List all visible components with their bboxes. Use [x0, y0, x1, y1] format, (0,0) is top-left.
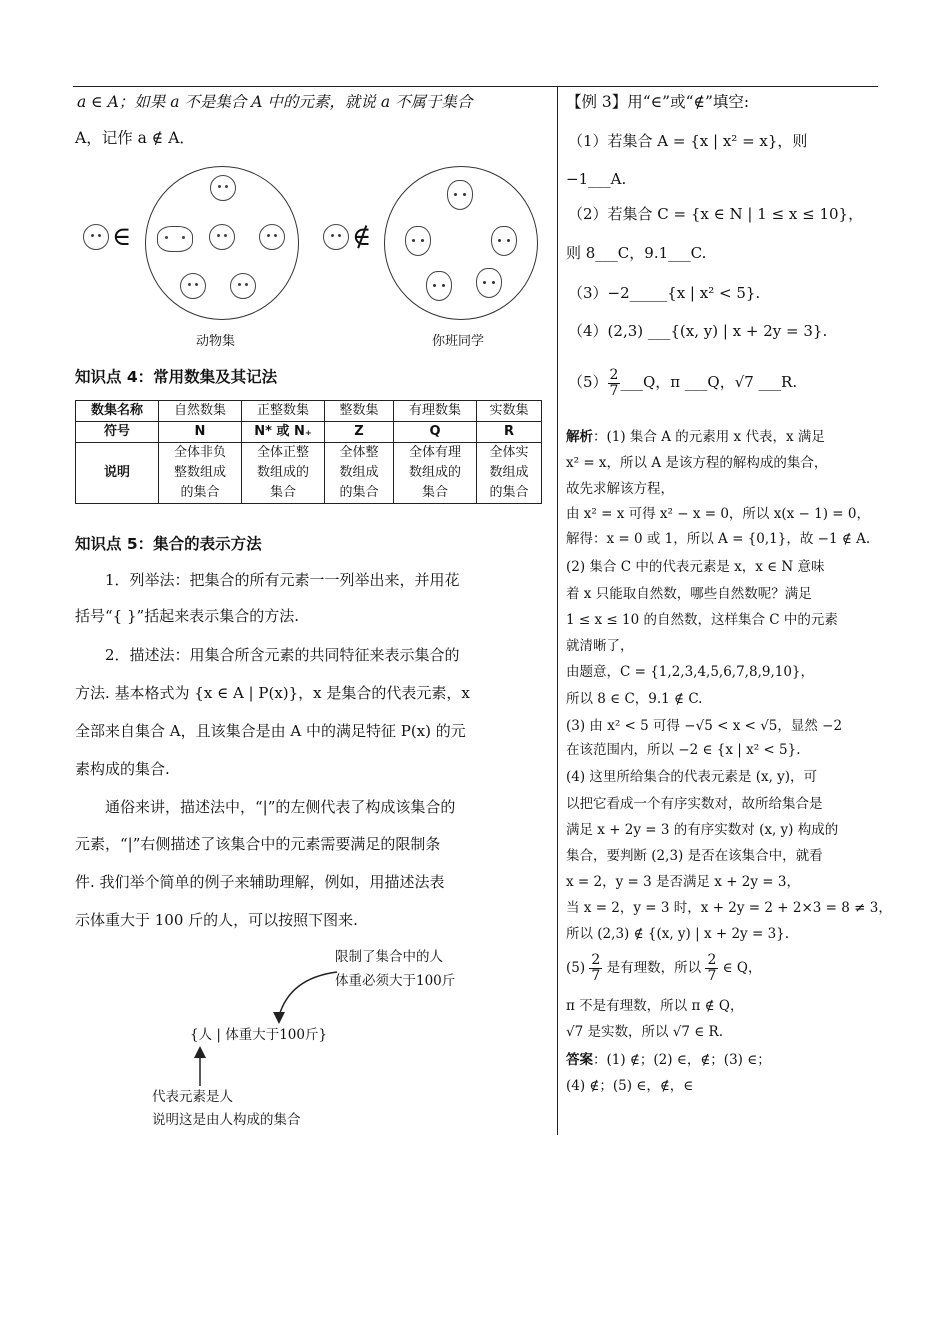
table-cell: 全体正整 数组成的 集合: [242, 443, 325, 504]
solution-line: x = 2，y = 3 是否满足 x + 2y = 3，: [566, 874, 800, 890]
solution-line: 所以 (2,3) ∉ {(x, y) | x + 2y = 3}.: [566, 926, 790, 942]
question-4: （4）(2,3) ___{(x, y) | x + 2y = 3}.: [568, 322, 828, 340]
solution-line: 由题意，C = {1,2,3,4,5,6,7,8,9,10}，: [566, 664, 815, 680]
fraction-two-sevenths: $\frac{2}{7}$: [609, 366, 619, 399]
solution-line-5-3: √7 是实数，所以 √7 ∈ R.: [566, 1024, 723, 1040]
table-cell: 全体有理 数组成的 集合: [394, 443, 477, 504]
caption-animal-set: 动物集: [196, 334, 236, 349]
answer-label: 答案: [566, 1052, 593, 1068]
table-cell: 全体实 数组成 的集合: [477, 443, 542, 504]
table-cell: N: [159, 422, 242, 443]
up-arrow-icon: [192, 1046, 208, 1086]
table-cell: 正整数集: [242, 401, 325, 422]
solution-line: 在该范围内，所以 −2 ∈ {x | x² < 5}.: [566, 742, 801, 758]
question-1-line-1: （1）若集合 A = {x | x² = x}，则: [568, 132, 808, 150]
table-cell: Z: [325, 422, 394, 443]
belongs-symbol: ∈: [112, 222, 132, 252]
solution-line: 故先求解该方程，: [566, 481, 674, 497]
solution-line: x² = x，所以 A 是该方程的解构成的集合，: [566, 455, 828, 471]
table-description-row: [76, 443, 542, 504]
example-title: 【例 3】用“∈”或“∉”填空:: [566, 93, 750, 111]
table-cell: R: [477, 422, 542, 443]
paragraph-plain-4: 示体重大于 100 斤的人，可以按照下图来.: [75, 911, 358, 929]
question-2-line-2: 则 8___C，9.1___C.: [566, 244, 707, 262]
not-belongs-symbol: ∉: [352, 222, 372, 252]
pig-icon: [323, 224, 349, 250]
solution-line: (3) 由 x² < 5 可得 −√5 < x < √5，显然 −2: [566, 718, 843, 734]
number-sets-table: [75, 400, 542, 504]
fraction-two-sevenths: $\frac{2}{7}$: [707, 952, 717, 984]
question-2-line-1: （2）若集合 C = {x ∈ N | 1 ≤ x ≤ 10}，: [568, 205, 864, 223]
frog-icon: [210, 175, 236, 201]
paragraph-description-4: 素构成的集合.: [75, 760, 170, 778]
paragraph-plain-2: 元素，“|”右侧描述了该集合中的元素需要满足的限制条: [75, 835, 441, 853]
paragraph-plain-1: 通俗来讲，描述法中，“|”的左侧代表了构成该集合的: [105, 798, 456, 816]
solution-line: 解得：x = 0 或 1，所以 A = {0,1}，故 −1 ∉ A.: [566, 531, 871, 547]
table-cell: N* 或 N₊: [242, 422, 325, 443]
curved-arrow-icon: [265, 966, 345, 1026]
solution-line: 集合，要判断 (2,3) 是否在该集合中，就看: [566, 848, 823, 864]
question-5: （5） $\frac{2}{7}$ ___Q，π ___Q，√7 ___R.: [568, 366, 798, 399]
solution-line: 所以 8 ∈ C，9.1 ∉ C.: [566, 691, 703, 707]
table-cell: 自然数集: [159, 401, 242, 422]
answer-line-2: (4) ∉；(5) ∈，∉，∈: [566, 1078, 694, 1094]
annotation-top-1: 限制了集合中的人: [335, 949, 443, 965]
solution-line: 满足 x + 2y = 3 的有序实数对 (x, y) 构成的: [566, 822, 839, 838]
table-cell: 全体非负 整数组成 的集合: [159, 443, 242, 504]
monkey-icon: [230, 273, 256, 299]
person-face-icon: [476, 268, 502, 298]
solution-line-0: 解析：(1) 集合 A 的元素用 x 代表，x 满足: [566, 429, 825, 445]
table-cell: 说明: [76, 443, 159, 504]
person-face-icon: [405, 226, 431, 256]
annotation-top-2: 体重必须大于100斤: [335, 973, 456, 989]
paragraph-description-1: 2．描述法：用集合所含元素的共同特征来表示集合的: [105, 646, 460, 664]
solution-line-5-1: (5) $\frac{2}{7}$ 是有理数，所以 $\frac{2}{7}$ ∈ Q，: [566, 952, 762, 984]
solution-line: 由 x² = x 可得 x² − x = 0，所以 x(x − 1) = 0，: [566, 506, 870, 522]
solution-line: 以把它看成一个有序实数对，故所给集合是: [566, 796, 823, 812]
person-face-icon: [491, 226, 517, 256]
solution-line: 1 ≤ x ≤ 10 的自然数，这样集合 C 中的元素: [566, 612, 838, 628]
kp4-title: 知识点 4：常用数集及其记法: [75, 368, 278, 386]
table-cell: Q: [394, 422, 477, 443]
fish-icon: [157, 226, 193, 252]
paragraph-description-2: 方法. 基本格式为 {x ∈ A | P(x)}，x 是集合的代表元素，x: [75, 684, 470, 702]
pig-icon: [209, 224, 235, 250]
solution-line-5-2: π 不是有理数，所以 π ∉ Q，: [566, 998, 744, 1014]
chicken-icon: [259, 224, 285, 250]
top-rule: [73, 86, 878, 87]
annotation-set-expression: {人 | 体重大于100斤}: [190, 1027, 328, 1043]
table-cell: 实数集: [477, 401, 542, 422]
paragraph-listing-1: 1．列举法：把集合的所有元素一一列举出来，并用花: [105, 571, 460, 589]
glasses-face-icon: [426, 271, 452, 301]
table-cell: 全体整 数组成 的集合: [325, 443, 394, 504]
table-cell: 数集名称: [76, 401, 159, 422]
paragraph-listing-2: 括号“{ }”括起来表示集合的方法.: [75, 607, 299, 625]
paragraph-description-3: 全部来自集合 A，且该集合是由 A 中的满足特征 P(x) 的元: [75, 722, 466, 740]
answer-line-1: 答案：(1) ∉；(2) ∈，∉；(3) ∈；: [566, 1052, 771, 1068]
caption-classmates-set: 你班同学: [432, 334, 485, 349]
annotation-bottom-1: 代表元素是人: [152, 1089, 233, 1105]
paragraph-plain-3: 件. 我们举个简单的例子来辅助理解，例如，用描述法表: [75, 873, 445, 891]
solution-line: 当 x = 2，y = 3 时，x + 2y = 2 + 2×3 = 8 ≠ 3，: [566, 900, 892, 916]
intro-line-2: A，记作 a ∉ A．: [75, 129, 195, 147]
solution-line: (2) 集合 C 中的代表元素是 x，x ∈ N 意味: [566, 559, 825, 575]
pig-icon: [83, 224, 109, 250]
fraction-two-sevenths: $\frac{2}{7}$: [591, 952, 601, 984]
intro-line-1: a ∈ A；如果 a 不是集合 A 中的元素，就说 a 不属于集合: [77, 93, 473, 111]
kp5-title: 知识点 5：集合的表示方法: [75, 535, 262, 553]
question-3: （3）−2_____{x | x² < 5}.: [568, 284, 761, 302]
column-divider: [557, 87, 558, 1135]
table-cell: 整数集: [325, 401, 394, 422]
solution-line: (4) 这里所给集合的代表元素是 (x, y)，可: [566, 769, 818, 785]
table-cell: 有理数集: [394, 401, 477, 422]
table-header-row: [76, 401, 542, 422]
solution-label: 解析: [566, 429, 593, 445]
dog-icon: [180, 273, 206, 299]
solution-line: 着 x 只能取自然数，哪些自然数呢？满足: [566, 586, 812, 602]
table-symbol-row: [76, 422, 542, 443]
question-1-line-2: −1___A.: [566, 170, 627, 188]
solution-line: 就清晰了，: [566, 638, 634, 654]
annotation-bottom-2: 说明这是由人构成的集合: [152, 1112, 301, 1128]
person-face-icon: [447, 180, 473, 210]
table-cell: 符号: [76, 422, 159, 443]
